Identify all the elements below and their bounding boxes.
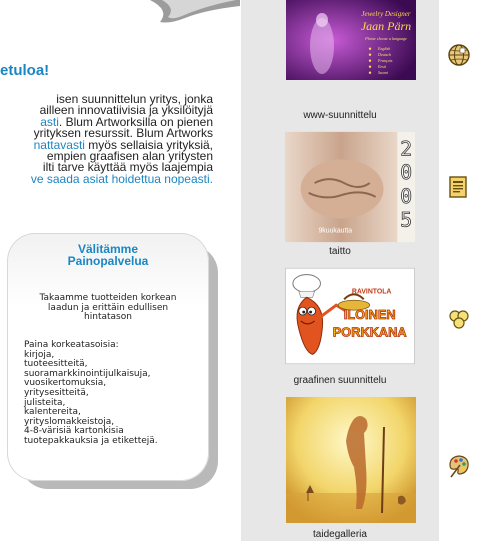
thumb-layout-year-digit: 5	[400, 208, 413, 232]
panel-list-item: kirjoja,	[24, 349, 55, 360]
circles-icon[interactable]	[447, 307, 471, 331]
welcome-text	[0, 94, 213, 185]
thumb-layout-brand: 9kuukautta	[318, 227, 353, 235]
thumb-web-lang: Eesti	[378, 64, 386, 69]
thumb-graphic-line3: PORKKANA	[332, 324, 407, 340]
caption-graphic-design[interactable]: graafinen suunnittelu	[293, 375, 387, 386]
welcome-text-segment: ilti tarve käyttää myös laajempia	[42, 160, 213, 175]
panel-list-item: 4-8-värisiä kartonkisia	[24, 426, 124, 437]
welcome-link[interactable]: nattavasti	[33, 137, 85, 152]
palette-icon[interactable]	[447, 453, 471, 479]
caption-layout[interactable]: taitto	[329, 246, 351, 257]
thumb-web-lang-bullet	[369, 54, 371, 56]
thumb-web-lang-bullet	[369, 60, 371, 62]
thumb-graphic-line1: RAVINTOLA	[351, 288, 392, 296]
welcome-text-segment: myös sellaisia yrityksiä,	[84, 137, 213, 152]
welcome-text-segment: ailleen innovatiivisia ja yksilöityjä	[39, 103, 213, 118]
thumb-web-lang: Deutsch	[378, 52, 392, 57]
welcome-heading: etuloa!	[0, 62, 50, 79]
thumb-web-lang: Suomi	[378, 70, 388, 75]
panel-list-item: tuoteesitteitä,	[24, 359, 88, 370]
thumb-web-lang-bullet	[369, 72, 371, 74]
thumb-web-title1: Jewelry Designer	[361, 10, 411, 18]
panel-title: Välitämme Painopalvelua	[67, 242, 149, 268]
panel-list-item: suoramarkkinointijulkaisuja,	[24, 368, 151, 379]
document-icon[interactable]	[447, 175, 471, 199]
header-swoosh	[0, 0, 240, 30]
welcome-link[interactable]: ve saada asiat hoidettua nopeasti.	[30, 171, 213, 186]
welcome-text-segment: . Blum Artworksilla on pienen	[58, 114, 213, 129]
print-service-panel	[7, 233, 209, 481]
panel-list-item: kalentereita,	[24, 407, 81, 418]
caption-web-design[interactable]: www-suunnittelu	[303, 110, 377, 121]
panel-list-item: yrityslomakkeistoja,	[24, 416, 115, 427]
welcome-text-segment: empien graafisen alan yritysten	[46, 149, 213, 164]
thumb-web-lang-bullet	[369, 66, 371, 68]
thumb-web-design[interactable]	[286, 0, 416, 80]
thumb-web-lang: English	[378, 46, 391, 51]
panel-list-item: julisteita,	[24, 397, 66, 408]
thumb-web-tagline: Please choose a language	[365, 36, 407, 41]
thumb-layout[interactable]	[285, 131, 415, 243]
thumb-web-lang: Français	[378, 58, 393, 63]
welcome-link[interactable]: asti	[40, 114, 59, 129]
thumb-art-gallery[interactable]	[286, 397, 416, 523]
welcome-text-segment: isen suunnittelun yritys, jonka	[56, 94, 213, 106]
thumb-web-lang-bullet	[369, 48, 371, 50]
globe-icon[interactable]	[447, 43, 471, 67]
panel-service-list	[24, 341, 158, 447]
thumb-layout-year-digit: 0	[400, 184, 413, 208]
thumb-graphic-design[interactable]	[285, 267, 415, 365]
panel-list-heading: Paina korkeatasoisia:	[24, 340, 119, 350]
portfolio-column	[241, 0, 439, 541]
panel-intro: Takaamme tuotteiden korkean laadun ja erittäin edullisen hintatason	[39, 293, 177, 323]
thumb-graphic-line2: ILOINEN	[343, 306, 396, 322]
thumb-web-title2: Jaan Pärn	[360, 19, 412, 33]
thumb-layout-year-digit: 0	[400, 161, 413, 185]
panel-list-item: tuotepakkauksia ja etikettejä.	[24, 435, 158, 446]
panel-list-item: vuosikertomuksia,	[24, 378, 107, 389]
welcome-line	[0, 171, 213, 186]
thumb-layout-year-digit: 2	[400, 137, 413, 161]
welcome-text-segment: yrityksen resurssit. Blum Artworks	[33, 126, 213, 141]
caption-art-gallery[interactable]: taidegalleria	[313, 529, 367, 540]
panel-list-item: yritysesitteitä,	[24, 387, 89, 398]
